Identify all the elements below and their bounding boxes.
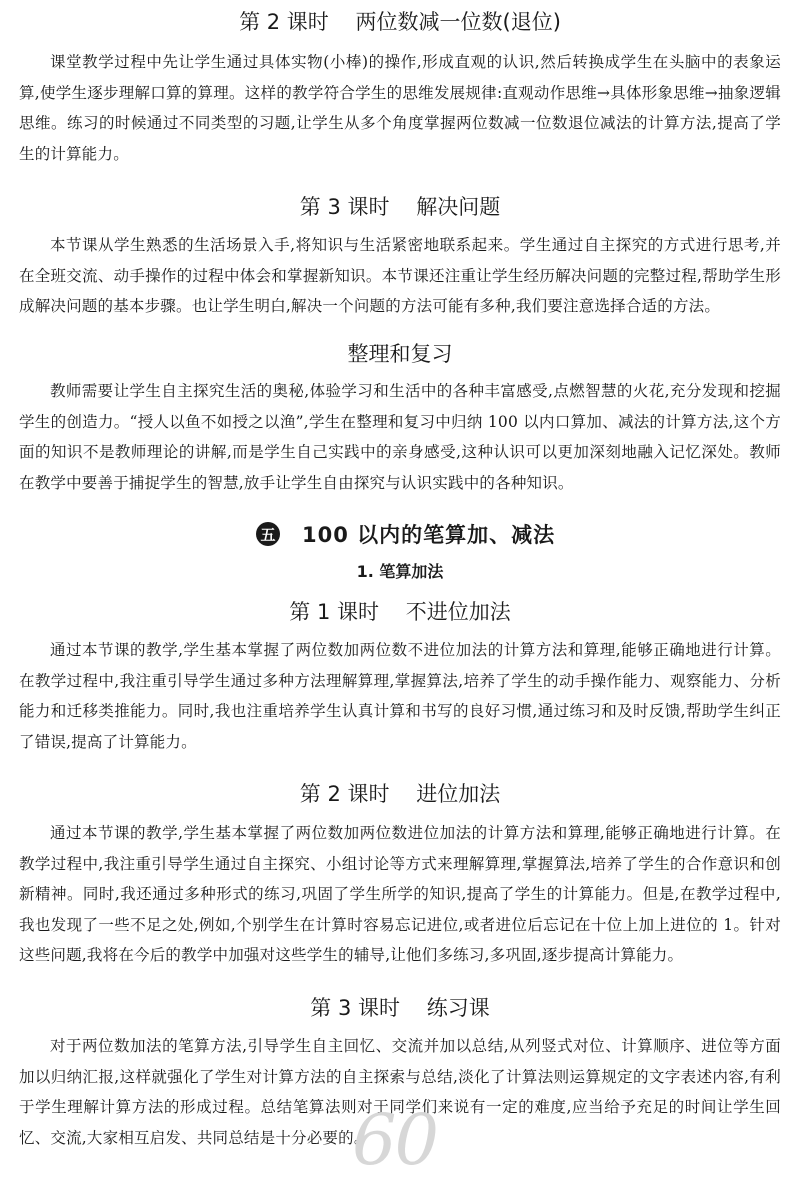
paragraph: 课堂教学过程中先让学生通过具体实物(小棒)的操作,形成直观的认识,然后转换成学生在头脑中的表象运算,使学生逐步理解口算的算理。这样的教学符合学生的思维发展规律:直观动作思维→具体形象思维→抽象逻辑思维。练习的时候通过不同类型的习题,让学生从多个角度掌握两位数减一位数退位减法的计算方法,提高了学生的计算能力。 [19,53,781,163]
paragraph: 通过本节课的教学,学生基本掌握了两位数加两位数不进位加法的计算方法和算理,能够正确地进行计算。在教学过程中,我注重引导学生通过多种方法理解算理,掌握算法,培养了学生的动手操作能力、观察能力、分析能力和迁移类推能力。同时,我也注重培养学生认真计算和书写的良好习惯,通过练习和及时反馈,帮助学生纠正了错误,提高了计算能力。 [19,641,781,751]
lesson-heading: 第 2 课时 进位加法 [299,782,501,806]
lesson-heading: 第 3 课时 练习课 [310,996,490,1020]
lesson-heading: 第 1 课时 不进位加法 [289,600,511,624]
paragraph: 教师需要让学生自主探究生活的奥秘,体验学习和生活中的各种丰富感受,点燃智慧的火花,充分发现和挖掘学生的创造力。“授人以鱼不如授之以渔”,学生在整理和复习中归纳 100 以内口算加、减法的计算方法,这个方面的知识不是教师理论的讲解,而是学生自己实践中的亲身感受,这种认识可以更加深刻地融入记忆深处。教师在教学中要善于捕捉学生的智慧,放手让学生自由探究与认识实践中的各种知识。 [19,382,781,492]
subsection-heading: 1. 笔算加法 [356,562,444,581]
section-heading: 整理和复习 [347,342,453,366]
page-number: 60 [352,1099,438,1181]
paragraph: 通过本节课的教学,学生基本掌握了两位数加两位数进位加法的计算方法和算理,能够正确地进行计算。在教学过程中,我注重引导学生通过自主探究、小组讨论等方式来理解算理,掌握算法,培养了学生的合作意识和创新精神。同时,我还通过多种形式的练习,巩固了学生所学的知识,提高了学生的计算能力。但是,在教学过程中,我也发现了一些不足之处,例如,个别学生在计算时容易忘记进位,或者进位后忘记在十位上加上进位的 1。针对这些问题,我将在今后的教学中加强对这些学生的辅导,让他们多练习,多巩固,逐步提高计算能力。 [19,824,781,965]
lesson-heading: 第 2 课时 两位数减一位数(退位) [239,10,561,34]
paragraph: 对于两位数加法的笔算方法,引导学生自主回忆、交流并加以总结,从列竖式对位、计算顺序、进位等方面加以归纳汇报,这样就强化了学生对计算方法的自主探索与总结,淡化了计算法则运算规定的文字表述内容,有利于学生理解计算方法的形成过程。总结笔算法则对于同学们来说有一定的难度,应当给予充足的时间让学生回忆、交流,大家相互启发、共同总结是十分必要的。 [19,1037,781,1147]
chapter-title: 100 以内的笔算加、减法 [302,523,556,547]
chapter-heading [250,518,650,550]
chapter-number-badge: 五 [256,522,280,546]
lesson-heading: 第 3 课时 解决问题 [299,195,501,219]
paragraph: 本节课从学生熟悉的生活场景入手,将知识与生活紧密地联系起来。学生通过自主探究的方式进行思考,并在全班交流、动手操作的过程中体会和掌握新知识。本节课还注重让学生经历解决问题的完整过程,帮助学生形成解决问题的基本步骤。也让学生明白,解决一个问题的方法可能有多种,我们要注意选择合适的方法。 [19,236,781,316]
